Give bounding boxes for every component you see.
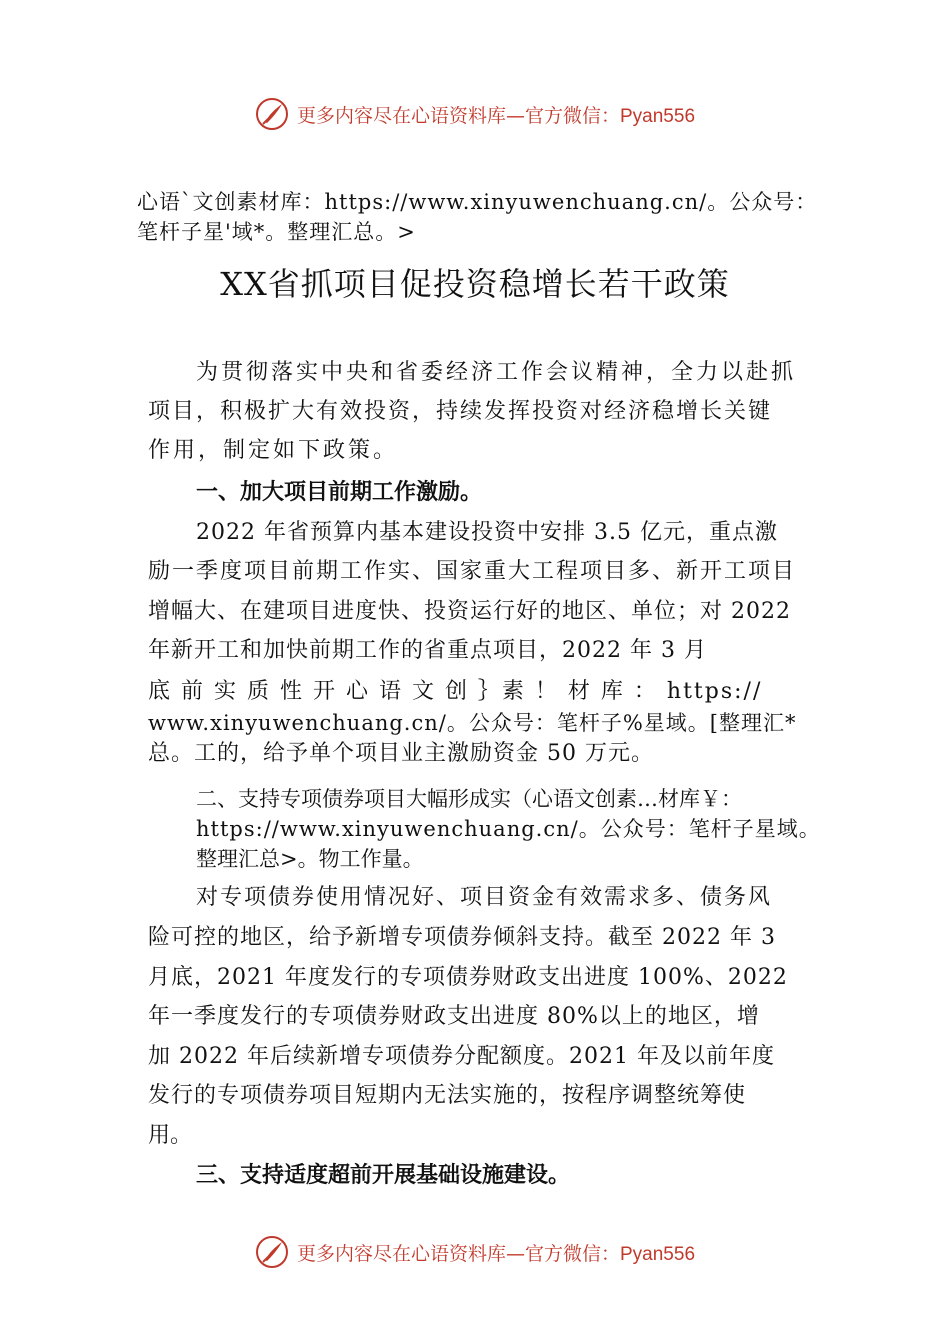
- watermark-banner-bottom: [0, 1232, 950, 1272]
- section-2-heading: 整理汇总>。物工作量。: [196, 847, 424, 871]
- quill-logo-icon: [255, 1235, 289, 1269]
- section-1-line: 总。工的，给予单个项目业主激励资金 50 万元。: [148, 741, 654, 766]
- section-1-heading: 一、加大项目前期工作激励。: [196, 480, 483, 505]
- section-2-line: 对专项债券使用情况好、项目资金有效需求多、债务风: [196, 885, 773, 910]
- section-2-line: 加 2022 年后续新增专项债券分配额度。2021 年及以前年度: [148, 1044, 775, 1069]
- intro-line-2: 项目，积极扩大有效投资，持续发挥投资对经济稳增长关键: [148, 399, 773, 424]
- section-1-line: 增幅大、在建项目进度快、投资运行好的地区、单位；对 2022: [148, 599, 791, 624]
- section-2-heading: https://www.xinyuwenchuang.cn/。公众号：笔杆子星域。: [196, 817, 821, 841]
- section-1-line: 年新开工和加快前期工作的省重点项目，2022 年 3 月: [148, 638, 707, 663]
- watermark-banner-top: [0, 94, 950, 134]
- section-1-line: 底 前 实 质 性 开 心 语 文 创 ｝素 ！ 材 库 ： https://: [148, 679, 763, 704]
- section-2-line: 年一季度发行的专项债券财政支出进度 80%以上的地区，增: [148, 1004, 760, 1029]
- watermark-text: 更多内容尽在心语资料库—官方微信：Pyan556: [296, 1242, 696, 1265]
- section-1-line: www.xinyuwenchuang.cn/。公众号：笔杆子%星域。[整理汇*: [148, 711, 797, 735]
- section-2-line: 险可控的地区，给予新增专项债券倾斜支持。截至 2022 年 3: [148, 925, 776, 950]
- watermark-text: 更多内容尽在心语资料库—官方微信：Pyan556: [296, 104, 696, 127]
- section-3-heading: 三、支持适度超前开展基础设施建设。: [196, 1163, 571, 1188]
- intro-line-3: 作用，制定如下政策。: [148, 438, 399, 463]
- section-2-line: 月底，2021 年度发行的专项债券财政支出进度 100%、2022: [148, 965, 788, 990]
- header-line-2: 笔杆子星'域*。整理汇总。>: [137, 220, 416, 244]
- document-title: XX省抓项目促投资稳增长若干政策: [220, 265, 730, 303]
- section-1-line: 2022 年省预算内基本建设投资中安排 3.5 亿元，重点激: [196, 520, 778, 545]
- section-2-line: 用。: [148, 1123, 193, 1148]
- header-line-1: 心语`文创素材库：https://www.xinyuwenchuang.cn/。公众号：: [137, 190, 818, 214]
- section-2-heading: 二、支持专项债券项目大幅形成实（心语文创素…材库￥：: [196, 787, 742, 811]
- quill-logo-icon: [255, 97, 289, 131]
- intro-line-1: 为贯彻落实中央和省委经济工作会议精神，全力以赴抓: [196, 360, 797, 385]
- section-1-line: 励一季度项目前期工作实、国家重大工程项目多、新开工项目: [148, 559, 797, 584]
- section-2-line: 发行的专项债券项目短期内无法实施的，按程序调整统筹使: [148, 1083, 747, 1108]
